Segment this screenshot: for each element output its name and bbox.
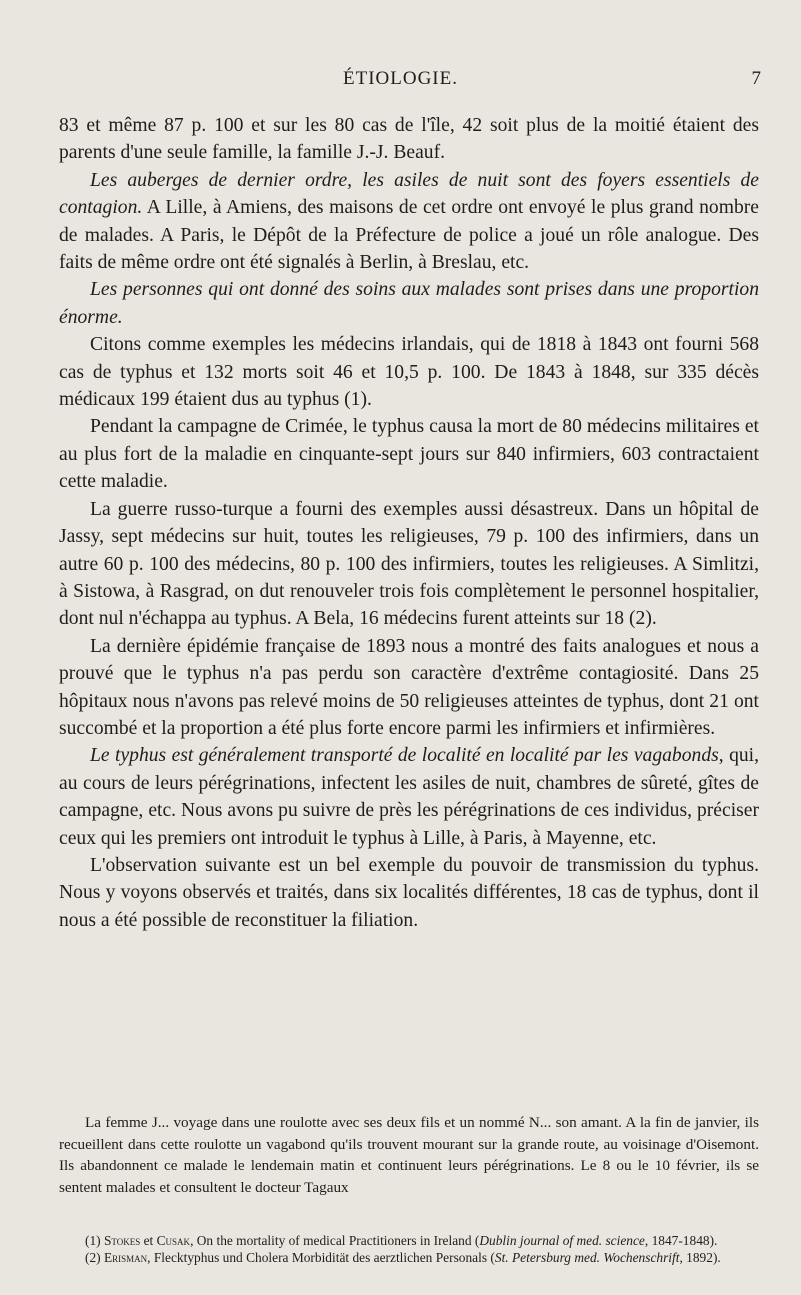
text-run: et <box>140 1233 157 1248</box>
paragraph-p5 <box>59 413 759 495</box>
text-run: (2) <box>85 1250 104 1266</box>
text-run: , Flecktyphus und Cholera Morbidität des aerztlichen Personals ( <box>147 1250 495 1266</box>
paragraph-p6 <box>59 496 759 633</box>
observation-note <box>59 1112 759 1198</box>
text-run: , 1847-1848). <box>644 1233 718 1248</box>
text-run: 83 et même 87 p. 100 et sur les 80 cas de l'île, 42 soit plus de la moitié étaient des parents d'une seule famille, la famille J.-J. Beauf. <box>59 115 759 164</box>
text-run: , On the mortality of medical Practitioners in Ireland ( <box>190 1233 480 1248</box>
paragraph-p3 <box>59 276 759 331</box>
paragraph-p1 <box>59 112 759 167</box>
author-name: Erisman <box>103 1250 148 1266</box>
running-head: ÉTIOLOGIE. <box>343 68 458 89</box>
author-name: Cusak <box>156 1233 191 1248</box>
paragraph-p7 <box>59 633 759 743</box>
paragraph-p2 <box>59 167 759 277</box>
italic-text: Les auberges de dernier ordre, les asiles de nuit sont des foyers essentiels de contagion. <box>59 169 759 219</box>
text-run: Pendant la campagne de Crimée, le typhus causa la mort de 80 médecins militaires et au plus fort de la maladie en cinquante-sept jours sur 840 infirmiers, 603 contractaient cette maladie. <box>59 416 759 493</box>
text-run: Citons comme exemples les médecins irlandais, qui de 1818 à 1843 ont fourni 568 cas de typhus et 132 morts soit 46 et 10,5 p. 100. De 1843 à 1848, sur 335 décès médicaux 199 étaient dus au typhus (1). <box>59 334 759 411</box>
text-run: L'observation suivante est un bel exemple du pouvoir de transmission du typhus. Nous y voyons observés et traités, dans six localités différentes, 18 cas de typhus, dont il nous a été possible de reconstituer la filiation. <box>59 854 759 931</box>
footnotes <box>59 1232 759 1266</box>
observation-paragraph: La femme J... voyage dans une roulotte avec ses deux fils et un nommé N... son amant. A la fin de janvier, ils recueillent dans cette roulotte un vagabond qu'ils trouvent mourant sur la grande route, au voisinage d'Oisemont. Ils abandonnent ce malade le lendemain matin et continuent leurs pérégrinations. Le 8 ou le 10 février, ils se sentent malades et consultent le docteur Tagaux <box>59 1114 759 1196</box>
italic-text: Les personnes qui ont donné des soins aux malades sont prises dans une proportion énorme. <box>59 279 759 328</box>
text-run: , 1892). <box>679 1250 721 1266</box>
text-run: (1) <box>85 1233 104 1248</box>
paragraph-p4 <box>59 331 759 413</box>
italic-text: St. Petersburg med. Wochenschrift <box>494 1250 680 1266</box>
paragraph-p8 <box>59 742 759 852</box>
page-number: 7 <box>751 68 761 89</box>
footnote-fn2 <box>59 1249 759 1266</box>
main-text <box>59 112 759 934</box>
footnote-fn1 <box>59 1232 759 1249</box>
text-run: La dernière épidémie française de 1893 nous a montré des faits analogues et nous a prouvé que le typhus n'a pas perdu son caractère d'extrême contagiosité. Dans 25 hôpitaux nous n'avons pas relevé moins de 50 religieuses atteintes de typhus, dont 21 ont succombé et la proportion a été plus forte encore parmi les infirmiers et infirmières. <box>59 635 759 739</box>
text-run: A Lille, à Amiens, des maisons de cet ordre ont envoyé le plus grand nombre de malades. A Paris, le Dépôt de la Préfecture de police a joué un rôle analogue. Des faits de même ordre ont été signalés à Berlin, à Breslau, etc. <box>59 197 759 274</box>
italic-text: Dublin journal of med. science <box>479 1233 645 1248</box>
text-run: , qui, au cours de leurs pérégrinations, infectent les asiles de nuit, chambres de sûreté, gîtes de campagne, etc. Nous avons pu suivre de près les pérégrinations de ces individus, préciser ceux qui les premiers ont introduit le typhus à Lille, à Paris, à Mayenne, etc. <box>59 745 759 849</box>
italic-text: Le typhus est généralement transporté de localité en localité par les vagabonds <box>90 745 719 767</box>
text-run: La guerre russo-turque a fourni des exemples aussi désastreux. Dans un hôpital de Jassy, sept médecins sur huit, toutes les religieuses, 79 p. 100 des infirmiers, dans un autre 60 p. 100 des médecins, 80 p. 100 des infirmiers, toutes les religieuses. A Simlitzi, à Sistowa, à Rasgrad, on dut renouveler trois fois complètement le personnel hospitalier, dont nul n'échappa au typhus. A Bela, 16 médecins furent atteints sur 18 (2). <box>59 498 759 630</box>
author-name: Stokes <box>103 1233 141 1248</box>
paragraph-p9 <box>59 852 759 934</box>
